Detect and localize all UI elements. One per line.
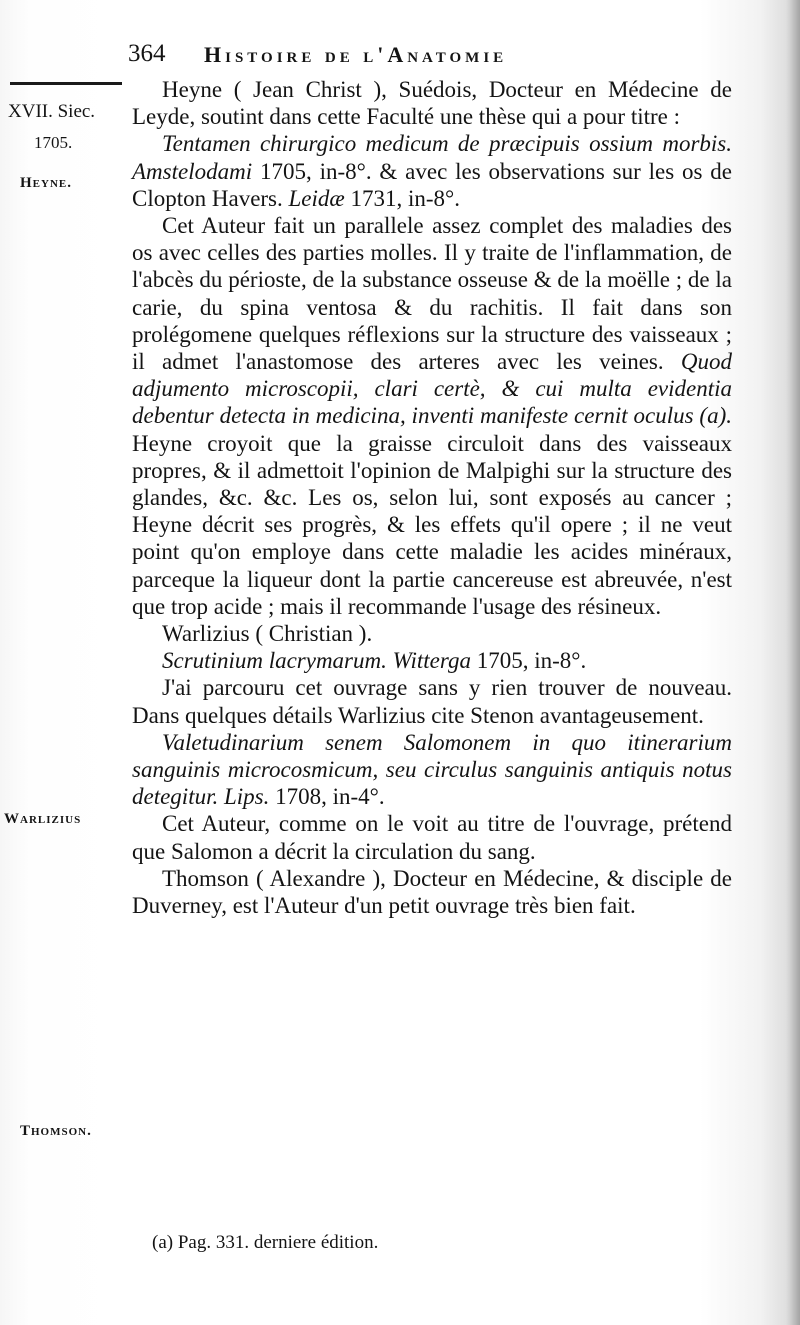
page-number: 364 [128,40,166,67]
warlizius-name: Warlizius ( Christian ). [162,621,373,647]
running-header [128,40,748,76]
heyne-paragraph-2: Heyne croyoit que la graisse circuloit dans des vaisseaux propres, & il admettoit l'opinion de Malpighi sur la structure des glandes, &c. &c. Les os, selon lui, sont exposés au cancer ; Heyne décrit ses progrès, & les effets qu'il opere ; il ne veut point qu'on employe dans cette maladie les acides minéraux, parceque la liqueur dont la partie cancereuse est abreuvée, n'est que trop acide ; mais il recommande l'usage des résineux. [132,430,732,619]
heyne-paragraph [132,212,732,620]
footnote: (a) Pag. 331. derniere édition. [152,1232,379,1253]
heyne-work-title: Tentamen chirurgico medicum de præcipuis ossium morbis. Amstelodami [132,131,732,184]
warlizius-paragraph-1: J'ai parcouru cet ouvrage sans y rien trouver de nouveau. Dans quelques détails Warlizius cite Stenon avantageusement. [132,675,732,728]
page-edge-shadow [786,0,800,1325]
margin-note-thomson: Thomson. [20,1123,92,1139]
margin-note-year: 1705. [34,133,73,152]
warlizius-work-title-1: Scrutinium lacrymarum. Witterga [162,648,471,674]
warlizius-publication-details-2: 1708, in-4°. [275,784,385,810]
margin-note-century: XVII. Siec. [8,101,96,122]
margin-note-heyne: Heyne. [20,175,72,191]
warlizius-work-title-2: Valetudinarium senem Salomonem in quo itinerarium sanguinis microcosmicum, seu circulus sanguinis antiquis notus detegitur. Lips. [132,729,732,810]
body-text [132,76,732,919]
heyne-publication-details: 1705, in-8°. & avec les observations sur les os de Clopton Havers. [132,158,733,211]
heyne-latin-quote: Quod adjumento microscopii, clari certè, & cui multa evidentia debentur detecta in medicina, inventi manifeste cernit oculus (a). [132,349,733,429]
heyne-publication-details-2: 1731, in-8°. [350,185,460,211]
warlizius-paragraph-2: Cet Auteur, comme on le voit au titre de l'ouvrage, prétend que Salomon a décrit la circulation du sang. [132,811,732,864]
running-title: Histoire de l'Anatomie [204,42,508,67]
heyne-paragraph-1: Cet Auteur fait un parallele assez complet des maladies des os avec celles des parties molles. Il y traite de l'inflammation, de l'abcès du périoste, de la substance osseuse & de la moëlle ; de la carie, du spina ventosa & du rachitis. Il fait dans son prolégomene quelques réflexions sur la structure des vaisseaux ; il admet l'anastomose des arteres avec les veines. [132,213,732,375]
margin-note-warlizius: Warlizius [4,811,82,827]
warlizius-publication-details-1: 1705, in-8°. [476,648,587,674]
heyne-leidae: Leidæ [288,185,345,211]
warlizius-publication-1 [132,647,732,674]
heyne-publication [132,130,732,212]
heyne-intro: Heyne ( Jean Christ ), Suédois, Docteur en Médecine de Leyde, soutint dans cette Faculté une thèse qui a pour titre : [132,77,732,130]
margin-rule [10,82,122,85]
warlizius-publication-2 [132,729,732,811]
thomson-paragraph: Thomson ( Alexandre ), Docteur en Médecine, & disciple de Duverney, est l'Auteur d'un petit ouvrage très bien fait. [132,865,732,919]
